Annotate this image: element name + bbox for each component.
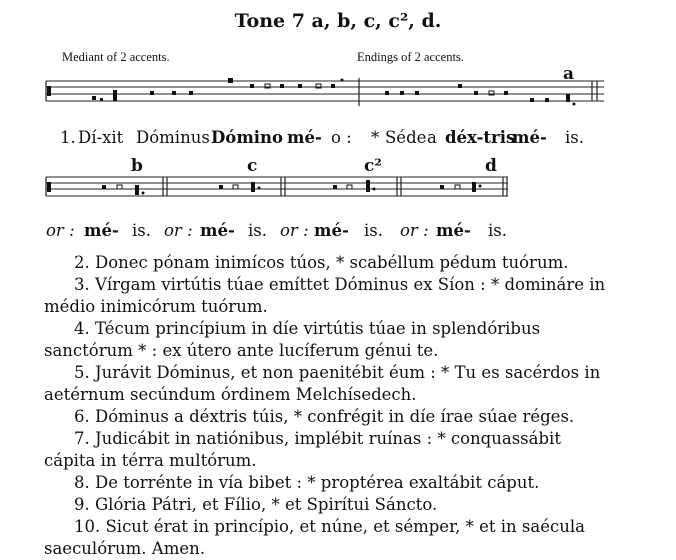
ending-label-a: a <box>563 64 575 84</box>
verse-4: 4. Técum princípium in díe virtútis túae in splendóribus sanctórum * : ex útero ante lucíferum génui te. <box>44 319 541 360</box>
ending-syllable: is. <box>248 221 267 240</box>
endings-heading: Endings of 2 accents. <box>357 50 464 64</box>
ending-or: or : <box>400 221 429 240</box>
verse-1-asterisk: * <box>371 128 380 147</box>
staff-2-bars <box>46 177 507 196</box>
ending-or: or : <box>280 221 309 240</box>
ending-syllable: is. <box>488 221 507 240</box>
ending-label-c2: c² <box>364 156 382 176</box>
verse-1-num: 1. <box>60 128 76 147</box>
verse-1-syllable: Dóminus <box>136 128 210 147</box>
verse-2: 2. Donec pónam inimícos túos, * scabéllum pédum tuórum. <box>74 253 569 272</box>
ending-syllable: is. <box>132 221 151 240</box>
verse-1-syllable: a <box>427 128 437 147</box>
verse-7: 7. Judicábit in natiónibus, implébit ruínas : * conquassábit cápita in térra multórum. <box>44 429 561 470</box>
mediant-heading: Mediant of 2 accents. <box>62 50 170 64</box>
verse-1-syllable: Dí-xit <box>78 128 124 147</box>
ending-syllable: is. <box>364 221 383 240</box>
ending-syllable: mé- <box>436 221 471 240</box>
ending-or: or : <box>46 221 75 240</box>
staff-2-notes <box>47 180 482 195</box>
verse-1-syllable: mé- <box>287 128 322 147</box>
staff-1 <box>46 81 604 101</box>
verse-1-syllable: Séde <box>385 128 427 147</box>
verse-1-syllable: o : <box>331 128 352 147</box>
ending-label-b: b <box>131 156 143 176</box>
verse-1-syllable: is. <box>565 128 584 147</box>
verse-6: 6. Dóminus a déxtris túis, * confrégit in díe írae súae réges. <box>74 407 575 426</box>
verse-10: 10. Sicut érat in princípio, et núne, et sémper, * et in saécula saeculórum. Amen. <box>44 517 585 558</box>
ending-syllable: mé- <box>84 221 119 240</box>
ending-syllable: mé- <box>200 221 235 240</box>
ending-label-c: c <box>247 156 258 176</box>
ending-syllable: mé- <box>314 221 349 240</box>
verse-8: 8. De torrénte in vía bibet : * proptérea exaltábit cáput. <box>74 473 540 492</box>
ending-label-d: d <box>485 156 497 176</box>
page-title: Tone 7 a, b, c, c², d. <box>234 10 442 32</box>
staff-2 <box>46 177 508 196</box>
verse-1-syllable: Dómino <box>211 128 284 147</box>
staff-1-bars <box>46 78 597 106</box>
verse-1-syllable: déx-tris <box>445 128 516 147</box>
verse-9: 9. Glória Pátri, et Fílio, * et Spirítui Sáncto. <box>74 495 438 514</box>
ending-or: or : <box>164 221 193 240</box>
verse-3: 3. Vírgam virtútis túae emíttet Dóminus ex Síon : * domináre in médio inimicórum tuórum. <box>44 275 606 316</box>
verse-1-syllable: mé- <box>512 128 547 147</box>
verse-5: 5. Jurávit Dóminus, et non paenitébit éum : * Tu es sacérdos in aetérnum secúndum órdinem Melchísedech. <box>44 363 601 404</box>
